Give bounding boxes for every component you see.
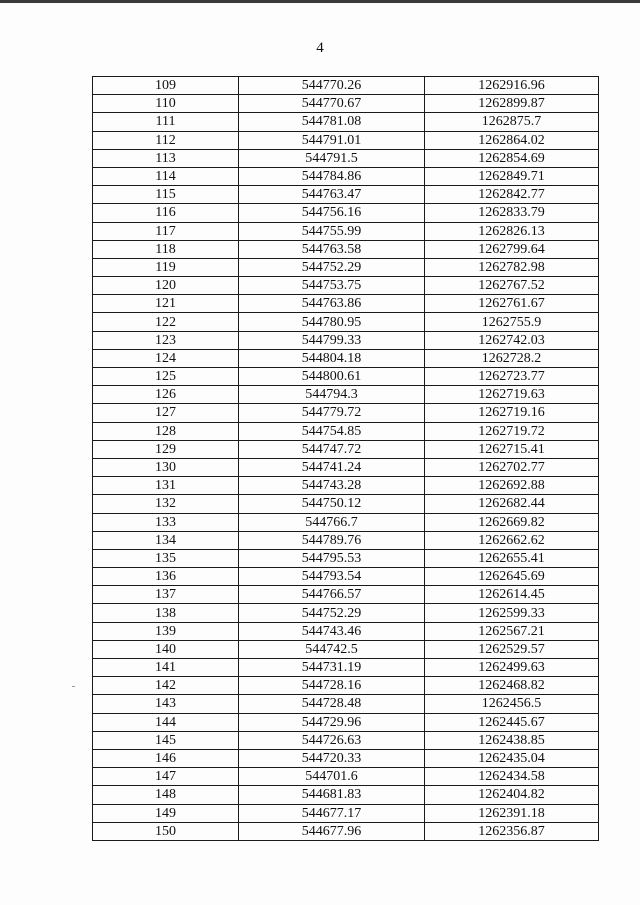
point-number-cell: 116 [93, 204, 239, 222]
table-row [93, 495, 599, 513]
table-row [93, 731, 599, 749]
point-number-cell: 110 [93, 95, 239, 113]
point-number-cell: 131 [93, 477, 239, 495]
x-coordinate-cell: 544755.99 [239, 222, 425, 240]
y-coordinate-cell: 1262645.69 [425, 568, 599, 586]
x-coordinate-cell: 544677.96 [239, 822, 425, 840]
y-coordinate-cell: 1262682.44 [425, 495, 599, 513]
table-row [93, 659, 599, 677]
point-number-cell: 146 [93, 749, 239, 767]
y-coordinate-cell: 1262669.82 [425, 513, 599, 531]
x-coordinate-cell: 544677.17 [239, 804, 425, 822]
y-coordinate-cell: 1262468.82 [425, 677, 599, 695]
y-coordinate-cell: 1262715.41 [425, 440, 599, 458]
x-coordinate-cell: 544741.24 [239, 458, 425, 476]
table-row [93, 568, 599, 586]
point-number-cell: 139 [93, 622, 239, 640]
table-row [93, 167, 599, 185]
x-coordinate-cell: 544752.29 [239, 604, 425, 622]
point-number-cell: 144 [93, 713, 239, 731]
point-number-cell: 128 [93, 422, 239, 440]
y-coordinate-cell: 1262719.16 [425, 404, 599, 422]
point-number-cell: 120 [93, 277, 239, 295]
y-coordinate-cell: 1262742.03 [425, 331, 599, 349]
table-row [93, 295, 599, 313]
point-number-cell: 109 [93, 77, 239, 95]
y-coordinate-cell: 1262854.69 [425, 149, 599, 167]
y-coordinate-cell: 1262391.18 [425, 804, 599, 822]
x-coordinate-cell: 544780.95 [239, 313, 425, 331]
x-coordinate-cell: 544726.63 [239, 731, 425, 749]
coordinates-table [92, 76, 599, 841]
point-number-cell: 145 [93, 731, 239, 749]
table-row [93, 713, 599, 731]
table-row [93, 513, 599, 531]
table-row [93, 386, 599, 404]
y-coordinate-cell: 1262842.77 [425, 186, 599, 204]
point-number-cell: 113 [93, 149, 239, 167]
x-coordinate-cell: 544731.19 [239, 659, 425, 677]
table-row [93, 240, 599, 258]
y-coordinate-cell: 1262723.77 [425, 368, 599, 386]
x-coordinate-cell: 544791.01 [239, 131, 425, 149]
table-row [93, 77, 599, 95]
table-row [93, 440, 599, 458]
y-coordinate-cell: 1262826.13 [425, 222, 599, 240]
y-coordinate-cell: 1262864.02 [425, 131, 599, 149]
table-row [93, 186, 599, 204]
point-number-cell: 124 [93, 349, 239, 367]
point-number-cell: 117 [93, 222, 239, 240]
table-row [93, 804, 599, 822]
table-row [93, 531, 599, 549]
y-coordinate-cell: 1262849.71 [425, 167, 599, 185]
table-row [93, 422, 599, 440]
y-coordinate-cell: 1262567.21 [425, 622, 599, 640]
top-border-rule [0, 0, 640, 3]
x-coordinate-cell: 544701.6 [239, 768, 425, 786]
page-number: 4 [316, 40, 324, 56]
point-number-cell: 125 [93, 368, 239, 386]
x-coordinate-cell: 544763.58 [239, 240, 425, 258]
y-coordinate-cell: 1262799.64 [425, 240, 599, 258]
point-number-cell: 118 [93, 240, 239, 258]
point-number-cell: 119 [93, 258, 239, 276]
table-row [93, 349, 599, 367]
point-number-cell: 140 [93, 640, 239, 658]
y-coordinate-cell: 1262782.98 [425, 258, 599, 276]
table-row [93, 331, 599, 349]
point-number-cell: 115 [93, 186, 239, 204]
table-row [93, 604, 599, 622]
point-number-cell: 150 [93, 822, 239, 840]
x-coordinate-cell: 544770.67 [239, 95, 425, 113]
x-coordinate-cell: 544742.5 [239, 640, 425, 658]
x-coordinate-cell: 544781.08 [239, 113, 425, 131]
y-coordinate-cell: 1262728.2 [425, 349, 599, 367]
table-row [93, 131, 599, 149]
table-row [93, 149, 599, 167]
y-coordinate-cell: 1262529.57 [425, 640, 599, 658]
y-coordinate-cell: 1262755.9 [425, 313, 599, 331]
x-coordinate-cell: 544795.53 [239, 549, 425, 567]
y-coordinate-cell: 1262833.79 [425, 204, 599, 222]
x-coordinate-cell: 544747.72 [239, 440, 425, 458]
y-coordinate-cell: 1262662.62 [425, 531, 599, 549]
point-number-cell: 141 [93, 659, 239, 677]
x-coordinate-cell: 544756.16 [239, 204, 425, 222]
table-row [93, 586, 599, 604]
table-row [93, 368, 599, 386]
x-coordinate-cell: 544766.7 [239, 513, 425, 531]
x-coordinate-cell: 544750.12 [239, 495, 425, 513]
x-coordinate-cell: 544729.96 [239, 713, 425, 731]
table-row [93, 677, 599, 695]
table-row [93, 695, 599, 713]
x-coordinate-cell: 544784.86 [239, 167, 425, 185]
coordinates-table-body [93, 77, 599, 841]
x-coordinate-cell: 544793.54 [239, 568, 425, 586]
y-coordinate-cell: 1262445.67 [425, 713, 599, 731]
y-coordinate-cell: 1262767.52 [425, 277, 599, 295]
y-coordinate-cell: 1262499.63 [425, 659, 599, 677]
x-coordinate-cell: 544779.72 [239, 404, 425, 422]
point-number-cell: 122 [93, 313, 239, 331]
point-number-cell: 142 [93, 677, 239, 695]
table-row [93, 222, 599, 240]
point-number-cell: 127 [93, 404, 239, 422]
y-coordinate-cell: 1262404.82 [425, 786, 599, 804]
point-number-cell: 132 [93, 495, 239, 513]
point-number-cell: 135 [93, 549, 239, 567]
table-row [93, 477, 599, 495]
table-row [93, 549, 599, 567]
scan-artifact [72, 686, 75, 687]
x-coordinate-cell: 544752.29 [239, 258, 425, 276]
y-coordinate-cell: 1262916.96 [425, 77, 599, 95]
table-row [93, 640, 599, 658]
point-number-cell: 133 [93, 513, 239, 531]
table-row [93, 458, 599, 476]
table-row [93, 277, 599, 295]
x-coordinate-cell: 544728.48 [239, 695, 425, 713]
point-number-cell: 126 [93, 386, 239, 404]
table-row [93, 113, 599, 131]
y-coordinate-cell: 1262719.72 [425, 422, 599, 440]
point-number-cell: 130 [93, 458, 239, 476]
x-coordinate-cell: 544763.86 [239, 295, 425, 313]
y-coordinate-cell: 1262456.5 [425, 695, 599, 713]
x-coordinate-cell: 544770.26 [239, 77, 425, 95]
y-coordinate-cell: 1262719.63 [425, 386, 599, 404]
table-row [93, 786, 599, 804]
point-number-cell: 129 [93, 440, 239, 458]
table-row [93, 749, 599, 767]
point-number-cell: 136 [93, 568, 239, 586]
table-row [93, 204, 599, 222]
x-coordinate-cell: 544728.16 [239, 677, 425, 695]
table-row [93, 822, 599, 840]
point-number-cell: 147 [93, 768, 239, 786]
x-coordinate-cell: 544681.83 [239, 786, 425, 804]
table-row [93, 768, 599, 786]
y-coordinate-cell: 1262435.04 [425, 749, 599, 767]
point-number-cell: 138 [93, 604, 239, 622]
y-coordinate-cell: 1262434.58 [425, 768, 599, 786]
table-row [93, 622, 599, 640]
y-coordinate-cell: 1262702.77 [425, 458, 599, 476]
x-coordinate-cell: 544720.33 [239, 749, 425, 767]
y-coordinate-cell: 1262899.87 [425, 95, 599, 113]
y-coordinate-cell: 1262692.88 [425, 477, 599, 495]
point-number-cell: 149 [93, 804, 239, 822]
point-number-cell: 123 [93, 331, 239, 349]
y-coordinate-cell: 1262761.67 [425, 295, 599, 313]
point-number-cell: 114 [93, 167, 239, 185]
x-coordinate-cell: 544743.28 [239, 477, 425, 495]
x-coordinate-cell: 544791.5 [239, 149, 425, 167]
table-row [93, 258, 599, 276]
y-coordinate-cell: 1262438.85 [425, 731, 599, 749]
x-coordinate-cell: 544804.18 [239, 349, 425, 367]
point-number-cell: 148 [93, 786, 239, 804]
y-coordinate-cell: 1262875.7 [425, 113, 599, 131]
x-coordinate-cell: 544789.76 [239, 531, 425, 549]
point-number-cell: 121 [93, 295, 239, 313]
point-number-cell: 143 [93, 695, 239, 713]
table-row [93, 313, 599, 331]
y-coordinate-cell: 1262614.45 [425, 586, 599, 604]
x-coordinate-cell: 544799.33 [239, 331, 425, 349]
x-coordinate-cell: 544763.47 [239, 186, 425, 204]
table-row [93, 95, 599, 113]
x-coordinate-cell: 544754.85 [239, 422, 425, 440]
point-number-cell: 134 [93, 531, 239, 549]
y-coordinate-cell: 1262655.41 [425, 549, 599, 567]
x-coordinate-cell: 544743.46 [239, 622, 425, 640]
point-number-cell: 137 [93, 586, 239, 604]
y-coordinate-cell: 1262356.87 [425, 822, 599, 840]
y-coordinate-cell: 1262599.33 [425, 604, 599, 622]
x-coordinate-cell: 544766.57 [239, 586, 425, 604]
point-number-cell: 111 [93, 113, 239, 131]
table-row [93, 404, 599, 422]
x-coordinate-cell: 544800.61 [239, 368, 425, 386]
point-number-cell: 112 [93, 131, 239, 149]
x-coordinate-cell: 544753.75 [239, 277, 425, 295]
x-coordinate-cell: 544794.3 [239, 386, 425, 404]
